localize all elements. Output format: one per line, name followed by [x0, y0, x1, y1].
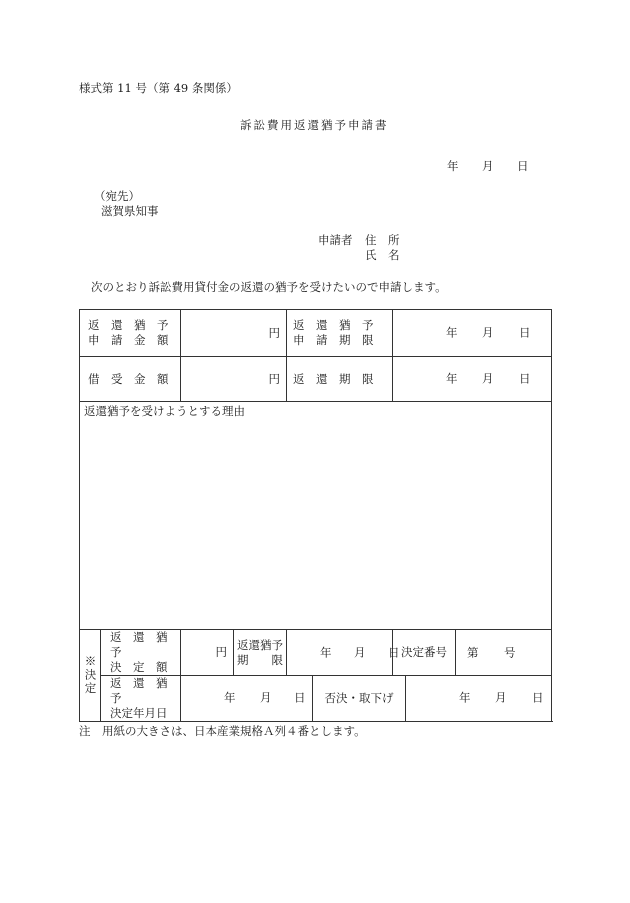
- decided-deadline-label: [234, 630, 287, 676]
- date-month-label: 月: [482, 159, 494, 173]
- repayment-deadline-field[interactable]: [393, 357, 552, 402]
- label-line: 申 請 期 限: [293, 333, 374, 347]
- day-label: 日: [294, 690, 306, 705]
- day-label: 日: [519, 371, 531, 386]
- month-label: 月: [260, 690, 272, 705]
- page-title: 訴訟費用返還猶予申請書: [240, 118, 389, 132]
- repayment-deferral-amount-label: [80, 310, 181, 357]
- deferral-decided-amount-label: [101, 630, 181, 676]
- label-line: 申 請 金 額: [88, 333, 169, 347]
- applicant-address-label: 住 所: [365, 233, 400, 247]
- addressee-label: （宛先）: [94, 189, 140, 203]
- year-label: 年: [224, 690, 236, 705]
- month-label: 月: [354, 645, 366, 660]
- rejection-withdrawal-date-field[interactable]: [406, 676, 552, 722]
- rejection-withdrawal-label: 否決・取下げ: [313, 676, 406, 722]
- label-line: 決定年月日: [110, 705, 168, 720]
- borrowed-amount-label: 借 受 金 額: [80, 357, 181, 402]
- decided-deadline-field[interactable]: [287, 630, 400, 676]
- day-label: 日: [532, 690, 544, 705]
- label-line: 決 定 額: [110, 659, 168, 674]
- form-number: 様式第 11 号（第 49 条関係）: [79, 81, 238, 95]
- decision-mark: ※決定: [83, 655, 98, 696]
- label-line: 返 還 猶 予: [293, 318, 374, 333]
- year-label: 年: [446, 371, 458, 386]
- applicant-name-label: 氏 名: [365, 248, 400, 262]
- label-line: 返 還 猶 予: [88, 318, 169, 333]
- deferral-decision-date-field[interactable]: [181, 676, 313, 722]
- day-label: 日: [388, 645, 400, 660]
- day-label: 日: [519, 325, 531, 340]
- month-label: 月: [482, 371, 494, 386]
- date-day-label: 日: [517, 159, 529, 173]
- decision-number-label: 決定番号: [393, 630, 456, 676]
- label-line: 期 限: [237, 652, 283, 667]
- application-table: [79, 309, 552, 722]
- repayment-deadline-label: 返 還 期 限: [287, 357, 393, 402]
- decision-number-field[interactable]: [456, 630, 552, 676]
- year-label: 年: [459, 690, 471, 705]
- month-label: 月: [495, 690, 507, 705]
- reason-label: 返還猶予を受けようとする理由: [84, 404, 245, 418]
- decision-section-label: [80, 630, 101, 722]
- month-label: 月: [482, 325, 494, 340]
- label-line: 返 還 猶 予: [110, 630, 179, 660]
- applicant-label: 申請者: [318, 233, 353, 247]
- deferral-amount-field[interactable]: [181, 310, 287, 357]
- year-label: 年: [446, 325, 458, 340]
- intro-text: 次のとおり訴訟費用貸付金の返還の猶予を受けたいので申請します。: [91, 280, 447, 294]
- yen-unit: 円: [215, 645, 227, 660]
- dai-label: 第: [467, 645, 479, 660]
- borrowed-amount-field[interactable]: [181, 357, 287, 402]
- deferral-decision-date-label: [101, 676, 181, 722]
- deferral-deadline-field[interactable]: [393, 310, 552, 357]
- addressee-name: 滋賀県知事: [101, 204, 159, 218]
- yen-unit: 円: [268, 371, 280, 386]
- reason-field[interactable]: [80, 402, 552, 630]
- go-label: 号: [504, 645, 516, 660]
- label-line: 返 還 猶 予: [110, 676, 179, 705]
- deferral-decided-amount-field[interactable]: [181, 630, 234, 676]
- yen-unit: 円: [268, 325, 280, 340]
- date-year-label: 年: [447, 159, 459, 173]
- deferral-deadline-label: [287, 310, 393, 357]
- footnote: 注 用紙の大きさは、日本産業規格Ａ列４番とします。: [79, 724, 366, 738]
- label-line: 返還猶予: [237, 637, 283, 652]
- year-label: 年: [320, 645, 332, 660]
